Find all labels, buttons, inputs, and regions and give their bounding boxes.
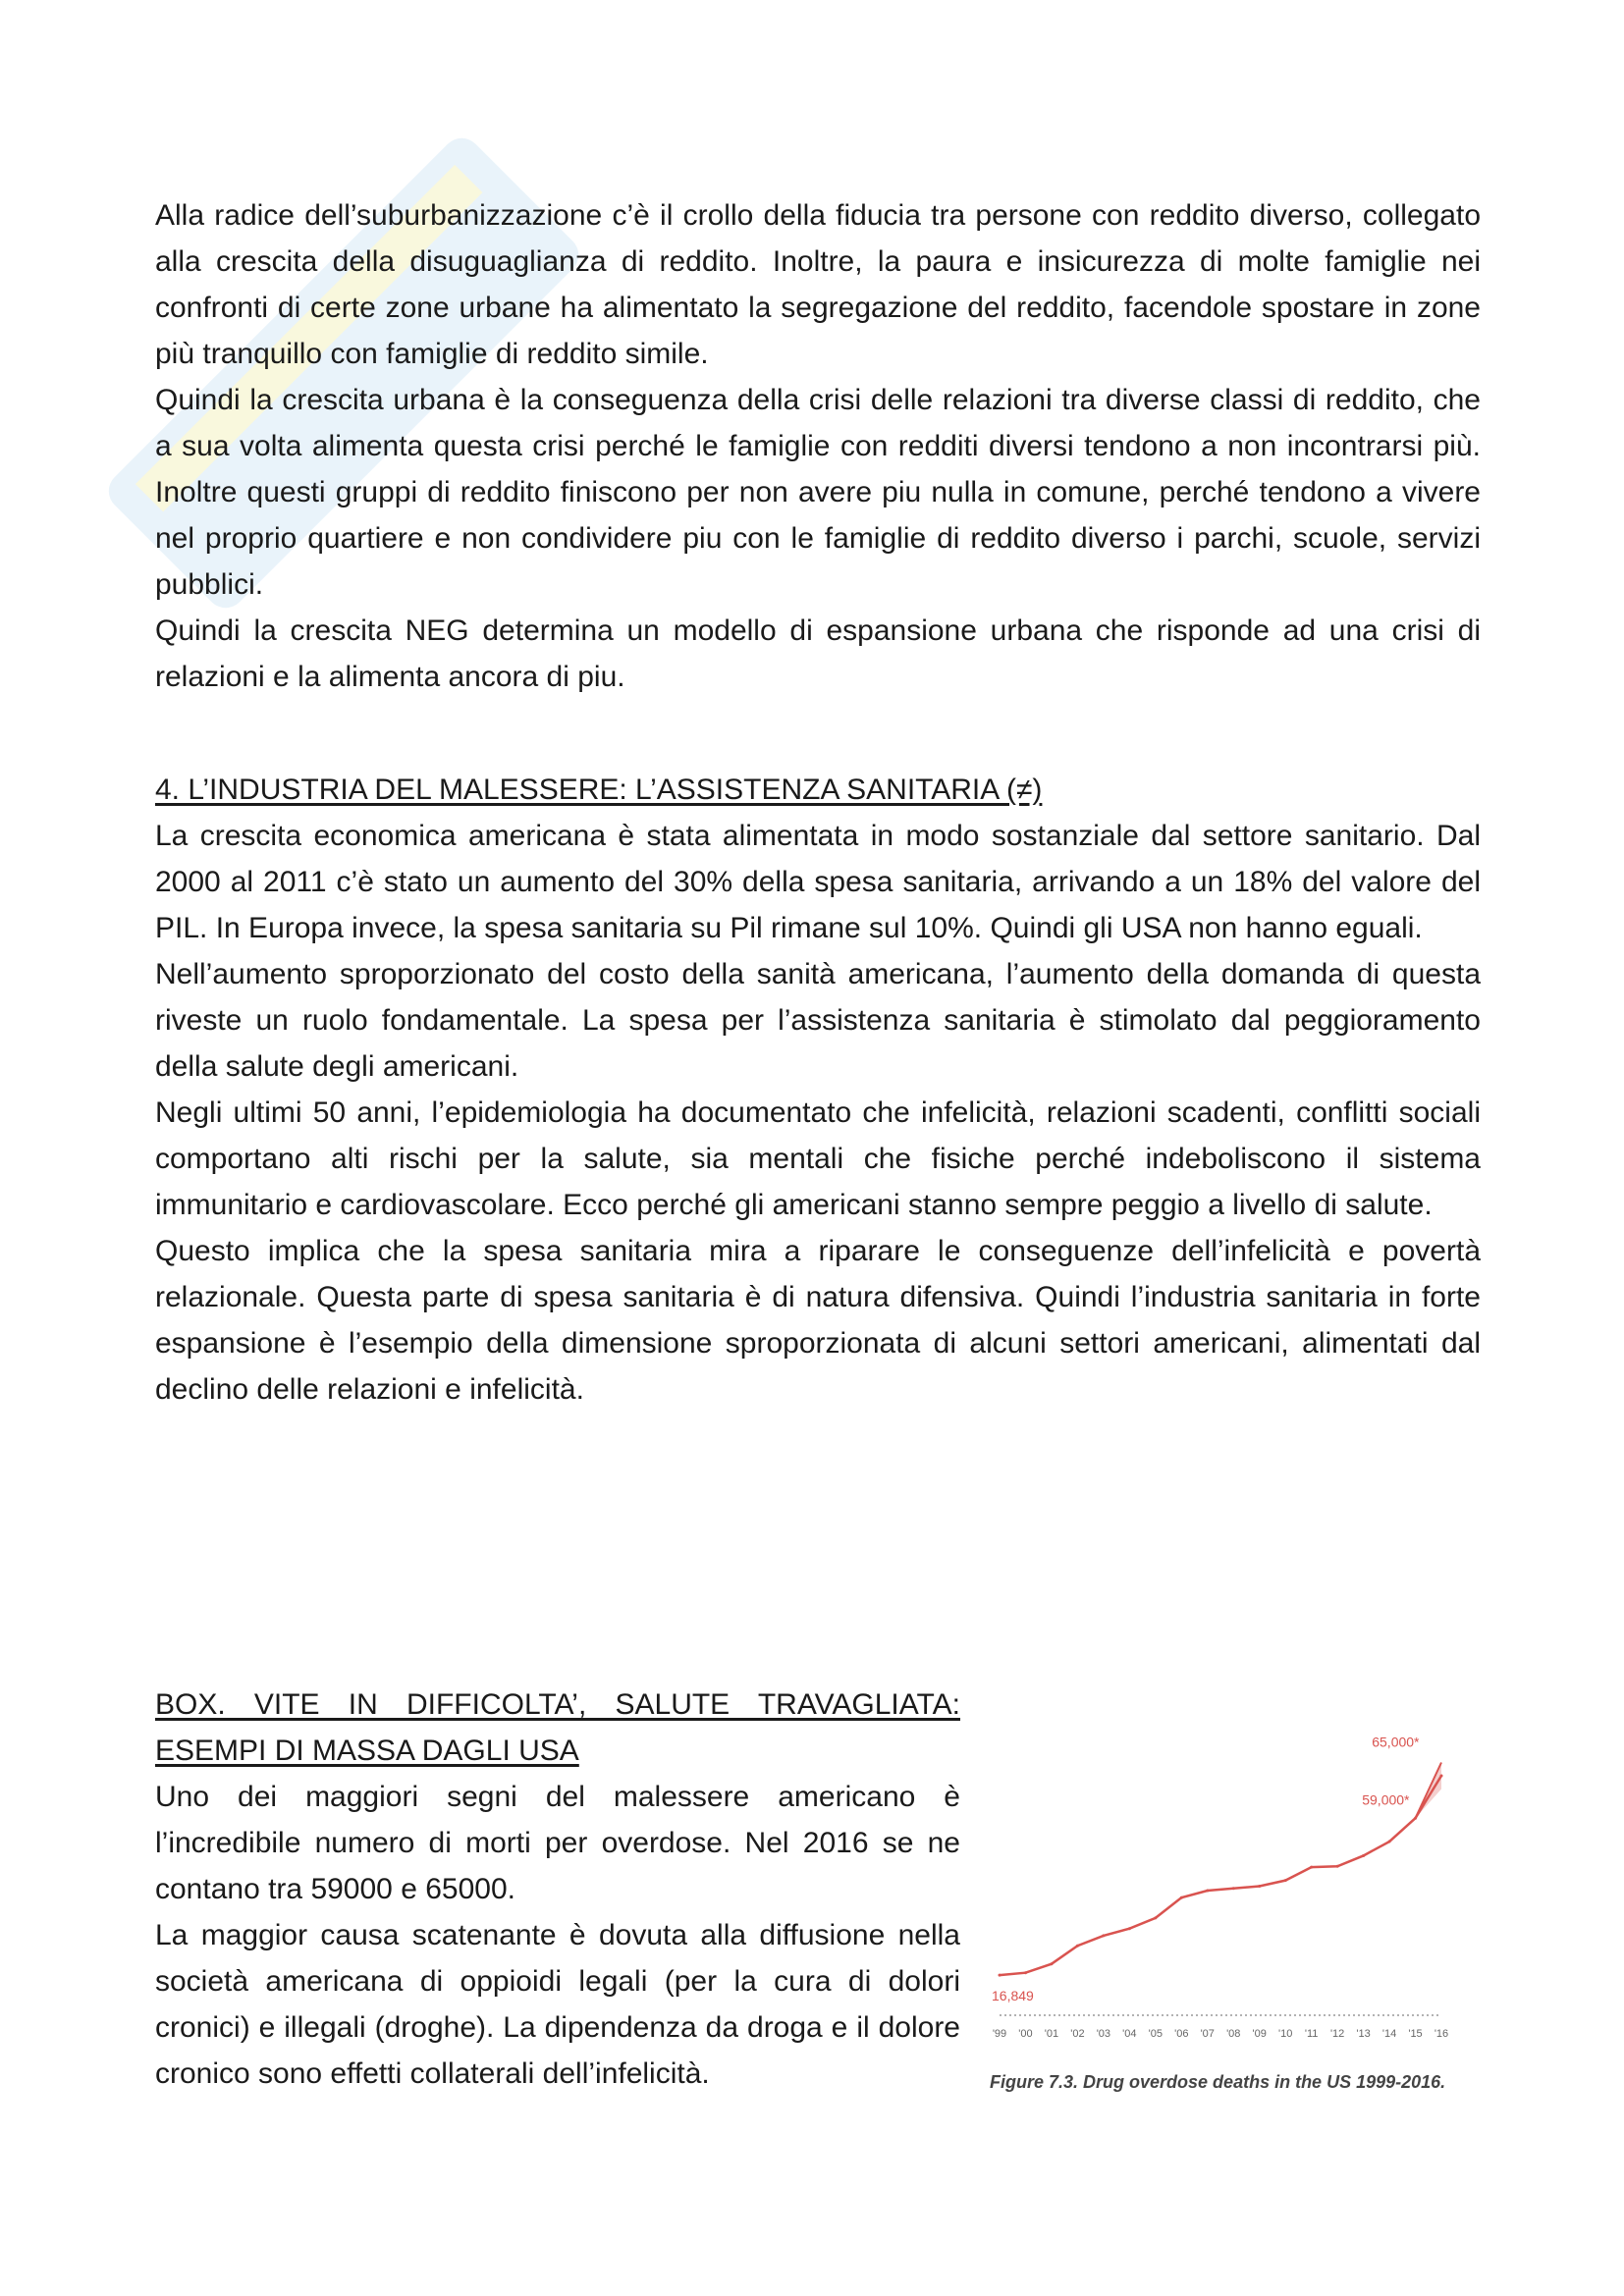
x-tick-label: '14 [1381,2028,1397,2040]
data-point [1024,1971,1027,1974]
data-point [1180,1896,1183,1899]
paragraph: Quindi la crescita NEG determina un modello di espansione urbana che risponde ad una crisi di relazioni e la alimenta ancora di piu. [155,614,1481,693]
box-paragraph: La maggior causa scatenante è dovuta alla diffusione nella società americana di oppioidi legali (per la cura di dolori cronici) e illegali (droghe). La dipendenza da droga e il dolore cronico sono effetti collaterali dell’infelicità. [155,1919,960,2090]
x-tick-label: '09 [1252,2028,1267,2040]
data-point [1076,1945,1079,1948]
x-tick-label: '10 [1278,2028,1293,2040]
data-point [1336,1865,1339,1868]
paragraph: La crescita economica americana è stata alimentata in modo sostanziale dal settore sanitario. Dal 2000 al 2011 c’è stato un aumento del 30% della spesa sanitaria, arrivando a un 18% del valore del PIL. In Europa invece, la spesa sanitaria su Pil rimane sul 10%. Quindi gli USA non hanno eguali. [155,820,1481,944]
paragraph: Questo implica che la spesa sanitaria mira a riparare le conseguenze dell’infelicità e povertà relazionale. Questa parte di spesa sanitaria è di natura difensiva. Quindi l’industria sanitaria in forte espansione è l’esempio della dimensione sproporzionata di alcuni settori americani, alimentati dal declino delle relazioni e infelicità. [155,1235,1481,1406]
data-point [1388,1841,1391,1843]
x-tick-label: '11 [1304,2028,1319,2040]
overdose-line-chart [980,1711,1481,2064]
paragraph: Negli ultimi 50 anni, l’epidemiologia ha documentato che infelicità, relazioni scadenti, conflitti sociali comportano alti rischi per la salute, sia mentali che fisiche perché indeboliscono il sistema immunitario e cardiovascolare. Ecco perché gli americani stanno sempre peggio a livello di salute. [155,1096,1481,1221]
box-text [155,1682,960,2097]
data-point [1154,1916,1157,1919]
data-point [999,1974,1001,1977]
main-text [155,192,1481,1413]
x-tick-label: '08 [1226,2028,1241,2040]
x-tick-label: '15 [1408,2028,1423,2040]
box-title: BOX. VITE IN DIFFICOLTA’, SALUTE TRAVAGLIATA: ESEMPI DI MASSA DAGLI USA [155,1688,960,1767]
x-tick-label: '12 [1329,2028,1345,2040]
x-tick-label: '13 [1356,2028,1371,2040]
figure-caption: Figure 7.3. Drug overdose deaths in the US 1999-2016. [990,2072,1446,2092]
data-point [1206,1890,1209,1893]
section-heading: 4. L’INDUSTRIA DEL MALESSERE: L’ASSISTENZA SANITARIA (≠) [155,774,1043,806]
x-tick-label: '99 [992,2028,1007,2040]
box-section [155,1682,1490,2133]
paragraph: Nell’aumento sproporzionato del costo della sanità americana, l’aumento della domanda di questa riveste un ruolo fondamentale. La spesa per l’assistenza sanitaria è stimolato dal peggioramento della salute degli americani. [155,958,1481,1083]
data-label: 59,000* [1362,1791,1410,1808]
data-point [1284,1879,1287,1882]
overdose-chart-figure [980,1711,1481,2113]
box-paragraph: Uno dei maggiori segni del malessere americano è l’incredibile numero di morti per overdose. Nel 2016 se ne contano tra 59000 e 65000. [155,1781,960,1905]
x-tick-label: '03 [1096,2028,1111,2040]
data-point [1050,1962,1053,1965]
x-tick-label: '04 [1122,2028,1137,2040]
data-point [1128,1927,1131,1930]
x-tick-label: '02 [1070,2028,1085,2040]
x-tick-label: '05 [1148,2028,1163,2040]
paragraph: Alla radice dell’suburbanizzazione c’è il crollo della fiducia tra persone con reddito diverso, collegato alla crescita della disuguaglianza di reddito. Inoltre, la paura e insicurezza di molte famiglie nei confronti di certe zone urbane ha alimentato la segregazione del reddito, facendole spostare in zone più tranquillo con famiglie di reddito simile. [155,199,1481,370]
paragraph: Quindi la crescita urbana è la conseguenza della crisi delle relazioni tra diverse classi di reddito, che a sua volta alimenta questa crisi perché le famiglie con redditi diversi tendono a non incontrarsi più. Inoltre questi gruppi di reddito finiscono per non avere piu nulla in comune, perché tendono a vivere nel proprio quartiere e non condividere piu con le famiglie di reddito diverso i parchi, scuole, servizi pubblici. [155,384,1481,601]
x-tick-label: '01 [1044,2028,1059,2040]
x-tick-label: '07 [1200,2028,1215,2040]
data-point [1232,1887,1235,1890]
data-point [1440,1775,1443,1778]
data-point [1414,1817,1417,1820]
data-point [1362,1854,1365,1857]
data-point [1102,1934,1105,1937]
data-label: 65,000* [1372,1734,1420,1750]
x-tick-label: '06 [1174,2028,1189,2040]
data-point [1310,1866,1313,1869]
x-tick-label: '16 [1434,2028,1449,2040]
data-point [1258,1885,1261,1888]
x-tick-label: '00 [1018,2028,1033,2040]
data-label: 16,849 [992,1988,1034,2004]
